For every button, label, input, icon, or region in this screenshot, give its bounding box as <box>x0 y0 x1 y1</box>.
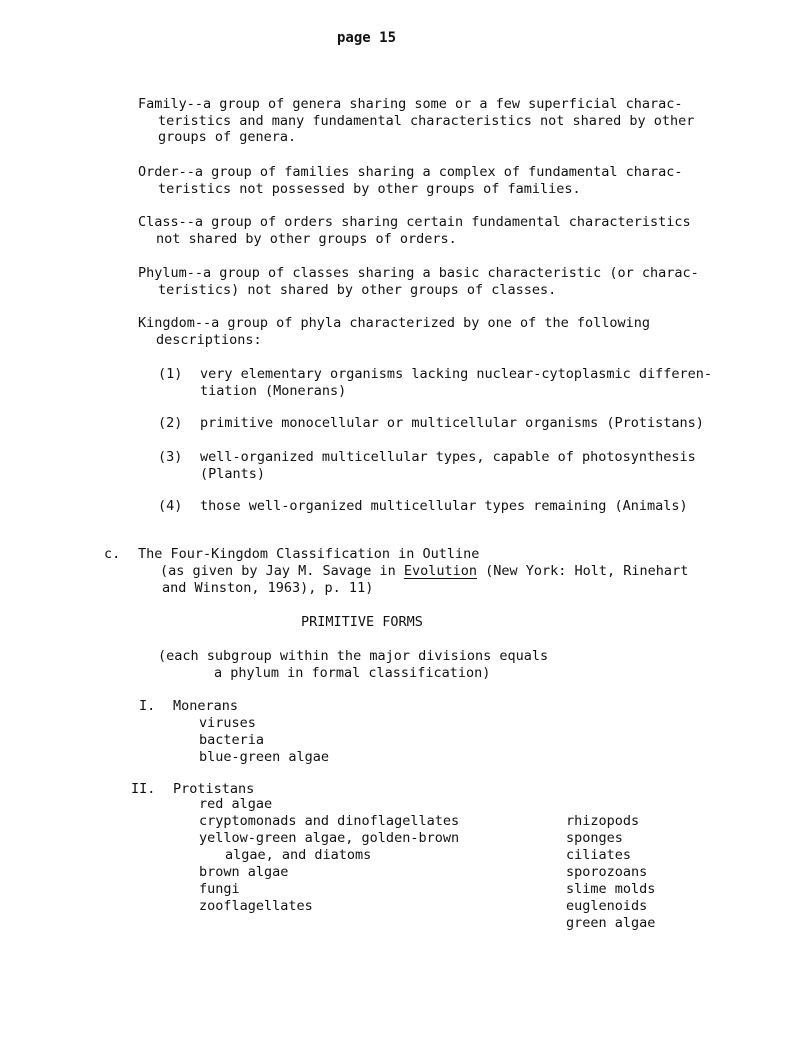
subgroup-note-continued: a phylum in formal classification) <box>214 665 491 681</box>
book-title: Evolution <box>403 563 477 579</box>
kingdom-description-item <box>158 498 688 515</box>
definition-term-line: Class--a group of orders sharing certain fundamental characteristics <box>138 214 691 230</box>
item-text: primitive monocellular or multicellular organisms (Protistans) <box>200 415 704 431</box>
item-text: well-organized multicellular types, capable of photosynthesis <box>200 449 696 465</box>
list-item: algae, and diatoms <box>225 847 372 863</box>
list-item: green algae <box>566 915 656 931</box>
list-item: blue-green algae <box>199 749 330 765</box>
definition-phylum <box>138 265 738 298</box>
definition-continuation: teristics not possessed by other groups of families. <box>158 180 581 197</box>
page-number: page 15 <box>337 30 397 46</box>
list-item: viruses <box>199 715 256 731</box>
source-citation-line1 <box>160 563 688 580</box>
list-item: sponges <box>566 830 623 846</box>
list-item: zooflagellates <box>199 898 313 914</box>
definition-term-line: Kingdom--a group of phyla characterized by one of the following <box>138 315 651 331</box>
subgroup-note: (each subgroup within the major divisions equals <box>158 648 549 664</box>
definition-continuation: descriptions: <box>156 331 262 348</box>
list-item: bacteria <box>199 732 265 748</box>
roman-numeral: I. <box>139 698 156 714</box>
list-item: red algae <box>199 796 273 812</box>
section-title: The Four-Kingdom Classification in Outline <box>138 546 480 562</box>
item-number: (4) <box>158 498 183 514</box>
definition-continuation: groups of genera. <box>158 129 297 145</box>
roman-numeral: II. <box>131 781 156 797</box>
list-item: ciliates <box>566 847 632 863</box>
definition-class <box>138 214 738 247</box>
definition-term-line: Order--a group of families sharing a complex of fundamental charac- <box>138 164 683 180</box>
item-text-continued: (Plants) <box>200 465 266 482</box>
item-number: (2) <box>158 415 183 431</box>
item-number: (3) <box>158 449 183 465</box>
source-citation-line2: and Winston, 1963), p. 11) <box>162 580 374 596</box>
definition-term-line: Phylum--a group of classes sharing a basic characteristic (or charac- <box>138 265 699 281</box>
definition-continuation: not shared by other groups of orders. <box>156 230 457 247</box>
protistans-right-column <box>566 813 655 932</box>
definition-term-line: Family--a group of genera sharing some or a few superficial charac- <box>138 96 683 112</box>
group-label: Monerans <box>173 698 239 714</box>
list-item: fungi <box>199 881 240 897</box>
item-text: very elementary organisms lacking nuclear-cytoplasmic differen- <box>200 366 713 382</box>
list-item: cryptomonads and dinoflagellates <box>199 813 460 829</box>
list-item: sporozoans <box>566 864 648 880</box>
kingdom-description-item <box>158 366 712 399</box>
list-item: rhizopods <box>566 813 640 829</box>
definition-kingdom <box>138 315 738 348</box>
item-text-continued: tiation (Monerans) <box>200 382 347 399</box>
list-item: euglenoids <box>566 898 648 914</box>
source-prefix: (as given by Jay M. Savage in <box>160 563 404 579</box>
definition-continuation: teristics) not shared by other groups of classes. <box>158 281 557 298</box>
source-publisher: (New York: Holt, Rinehart <box>477 563 689 579</box>
list-item: brown algae <box>199 864 289 880</box>
kingdom-description-item <box>158 449 696 482</box>
definition-continuation: teristics and many fundamental characteristics not shared by other <box>158 112 695 129</box>
section-letter: c. <box>104 546 121 562</box>
list-item: yellow-green algae, golden-brown <box>199 830 460 846</box>
item-text: those well-organized multicellular types remaining (Animals) <box>200 498 688 514</box>
item-number: (1) <box>158 366 183 382</box>
kingdom-description-item <box>158 415 704 432</box>
primitive-forms-heading: PRIMITIVE FORMS <box>301 614 423 630</box>
group-monerans-heading <box>139 698 238 715</box>
list-item: slime molds <box>566 881 656 897</box>
definition-order <box>138 164 738 197</box>
protistans-left-column <box>199 796 459 915</box>
definition-family <box>138 96 738 146</box>
group-label: Protistans <box>173 781 255 797</box>
